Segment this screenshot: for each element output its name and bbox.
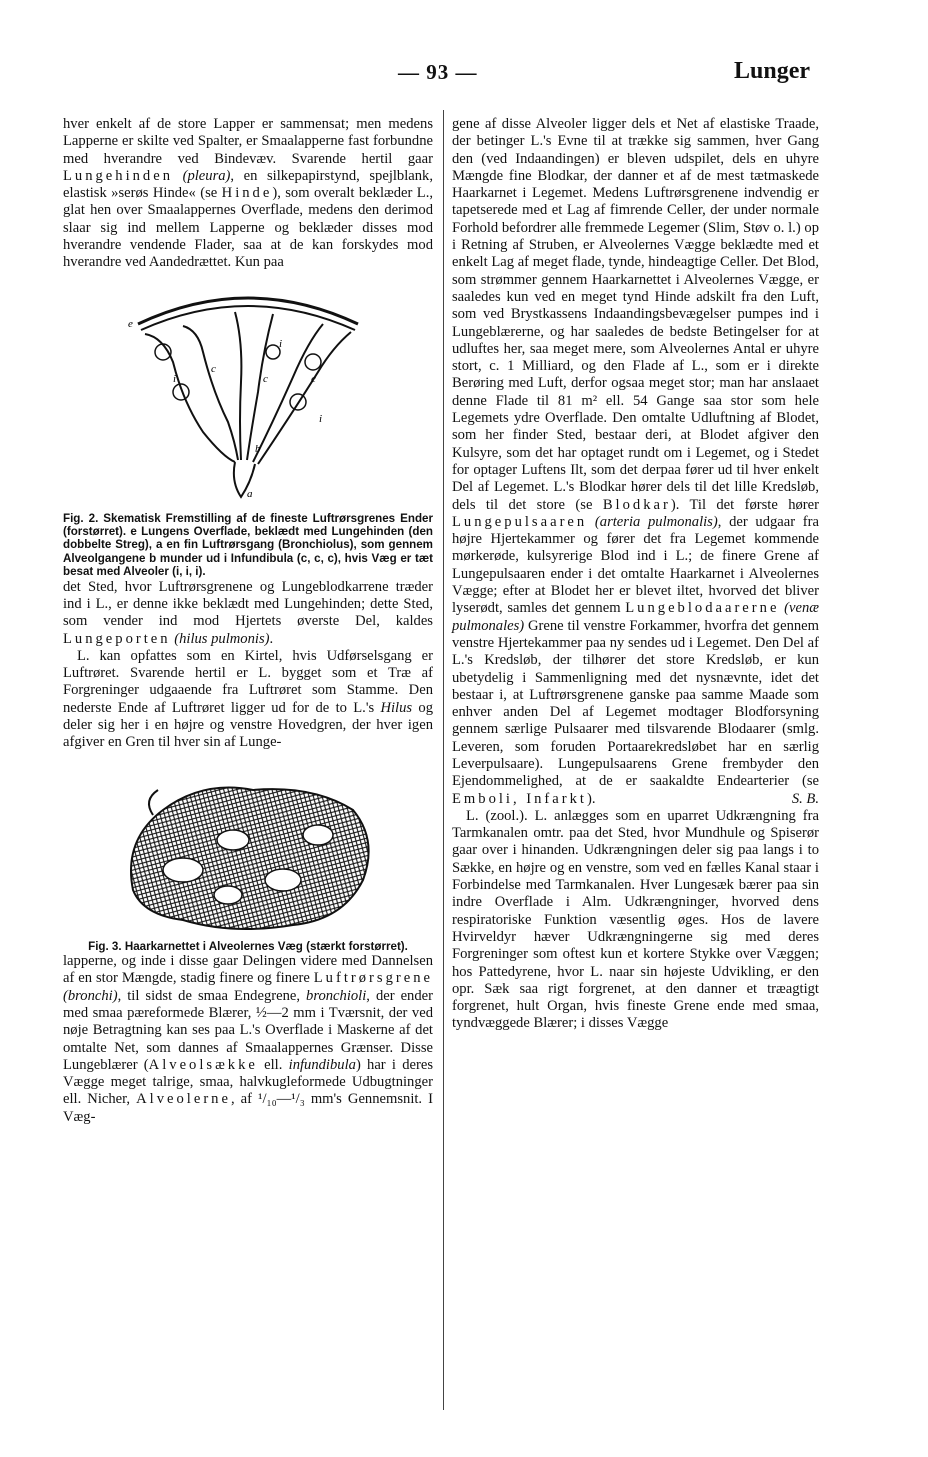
- fig2-label-b: b: [255, 442, 261, 455]
- term: Lungehinden: [63, 167, 174, 184]
- fig2-label-i: i: [319, 412, 323, 425]
- page-number: — 93 —: [398, 60, 478, 84]
- paragraph: hver enkelt af de store Lapper er sammensat; men medens Lapperne er skilte ved Spalter, er Smaalapperne fast forbundne med hverandre ved Bindevæv. Svarende hertil gaar Lungehinden (pleura), en silkepapirstynd, spejlblank, elastisk »serøs Hinde« (se Hinde), som overalt beklæder L., glat hen over Smaalappernes Overflade, medens den derimod slaar sig ind mellem Lapperne og beklæder disses mod hverandre vendende Flader, saa at de kan forskydes mod hverandre ved Aandedrættet. Kun paa: [63, 116, 433, 271]
- cross-reference: Hinde: [221, 185, 273, 202]
- running-head: Lunger: [733, 58, 810, 84]
- right-column: [452, 116, 819, 1033]
- fig2-label-c: c: [311, 372, 316, 385]
- fig2-label-e: e: [128, 317, 133, 330]
- author-signature: S. B.: [791, 790, 819, 807]
- column-divider: [443, 110, 444, 1410]
- paragraph: det Sted, hvor Luftrørsgrenene og Lungeblodkarrene træder ind i L., er denne ikke beklædt med Lungehinden; dette Sted, som vender ind mod Hjertets øverste Del, kaldes Lungeporten (hilus pulmonis).: [63, 578, 433, 647]
- paragraph: L. (zool.). L. anlægges som en uparret Udkrængning fra Tarmkanalen omtr. paa det Sted, hvor Mundhule og Spiserør gaar over i hinanden. Udkrængningen deler sig paa langs i to Sække, en højre og en venstre, som ved en fælles Kanal staar i Forbindelse med Tarmkanalen. Hver Lungesæk bærer paa sin indre Overflade i Alm. Udkrængninger, hvorved dens respiratoriske Funktion væsentlig øges. Hos de lavere Hvirveldyr hæver Udkrængningerne sig med deres Forgreninger som oftest kun et kortere Stykke over Væggen; hos Pattedyrene, hvor L. naar sin højeste Udvikling, er den opr. Sæk saa rigt forgrenet, at den danner et træagtigt forgrenet, hult Organ, hvis fineste Grene ende med smaa, tyndvæggede Blærer; i disses Vægge: [452, 807, 819, 1032]
- term: Lungepulsaaren: [452, 513, 588, 530]
- fig2-label-i: i: [173, 372, 177, 385]
- figure-3-capillary-network: [113, 770, 383, 940]
- page-header: [0, 0, 928, 100]
- left-column: [63, 116, 433, 1126]
- cross-reference: Emboli, Infarkt: [452, 790, 587, 807]
- term: Lungeporten: [63, 630, 171, 647]
- fig2-label-a: a: [247, 487, 253, 500]
- term: Alveolerne: [136, 1091, 231, 1108]
- figure-2-caption: Fig. 2. Skematisk Fremstilling af de fineste Luftrørsgrenes Ender (forstørret). e Lungens Overflade, beklædt med Lungehinden (den dobbelte Streg), a en fin Luftrørsgang (Bronchiolus), som gennem Alveolgangene b munder ud i Infundibula (c, c, c), hvis Væg er tæt besat med Alveoler (i, i, i).: [63, 511, 433, 579]
- term: Luftrørsgrene: [313, 970, 433, 987]
- fig2-label-c: c: [211, 362, 216, 375]
- fig2-label-i: i: [279, 337, 283, 350]
- paragraph: L. kan opfattes som en Kirtel, hvis Udførselsgang er Luftrøret. Svarende hertil er L. bygget som et Træ af Forgreninger udgaaende fra Luftrøret som Stamme. Den nederste Ende af Luftrøret ligger ud for de to L.'s Hilus og deler sig her i en højre og venstre Hovedgren, der hver igen afgiver en Gren til hver sin af Lunge-: [63, 647, 433, 751]
- fig2-label-c: c: [263, 372, 268, 385]
- figure-3-caption: Fig. 3. Haarkarnettet i Alveolernes Væg (stærkt forstørret).: [88, 939, 408, 953]
- term: Lungeblodaarerne: [625, 600, 780, 617]
- term: Alveolsække: [148, 1056, 258, 1073]
- paragraph: gene af disse Alveoler ligger dels et Net af elastiske Traade, der betinger L.'s Evne til at trække sig sammen, hver Gang den (ved Indaandingen) er bleven udspilet, dels en uhyre Mængde fine Blodkar, der danner et af de mest tætmaskede Haarkarnet i Legemet. Medens Luftrørsgrenene indvendig er tapetserede med et Lag af fimrende Celler, der under normale Forhold befordrer alle fremmede Legemer (Slim, Støv o. l.) op i Retning af Struben, er Alveolernes Vægge beklædte med et enkelt Lag af meget flade, tynde, hindeagtige Celler. Det Blod, som strømmer gennem Haarkarnettet i Alveolernes Vægge, er saaledes kun ved en meget tynd Hinde adskilt fra den Luft, som ved Brystkassens Indaandingsbevægelser pumpes ind i Lungeblærerne, og har saaledes de bedste Betingelser for at udluftes her, saa meget mere, som Alveolernes Antal er uhyre stort, c. 1 Milliard, og den Flade af L., som er i direkte Berøring med Luft, derfor ogsaa meget stor; man har anslaaet denne Flade til 81 m² ell. 54 Gange saa stor som hele Legemets ydre Overflade. Den omtalte Udluftning af Blodet, som her finder Sted, bestaar deri, at Blodet afgiver den Kulsyre, som det har optaget rundt om i Legemet, og i Stedet for optager Luftens Ilt, som det derpaa fører ud til hver enkelt Del af Legemet. L.'s Blodkar hører dels til det lille Kredsløb, dels til det store (se Blodkar). Til det første hører Lungepulsaaren (arteria pulmonalis), der udgaar fra højre Hjertekammer og fører det fra Legemet kommende mørkerøde, kulsyrerige Blod ind i L.; de finere Grene af Lungepulsaaren ender i det omtalte Haarkarnet i Alveolernes Vægge; efter at Blodet her er blevet iltet, hvorved det bliver lyserødt, samles det gennem Lungeblodaarerne (venæ pulmonales) Grene til venstre Forkammer, hvorfra det gennem venstre Hjertekammer paa ny sendes ud i Legemet. Den Del af L.'s Kredsløb, der tilhører det store Kredsløb, er kun ubetydelig i Sammenligning med det nysnævnte, idet det bestaar i, at Luftrørsgrenene ganske paa samme Maade som enhver anden Del af Legemet modtager Blodforsyning gennem særlige Pulsaarer med tilsvarende Blodaarer (smlg. Leveren, som foruden Portaarekredsløbet har en særlig Leverpulsaare). Lungepulsaarens Grene frembyder den Ejendommelighed, at de er saakaldte Endearterier (se Emboli, Infarkt). S. B.: [452, 116, 820, 807]
- cross-reference: Blodkar: [602, 496, 671, 513]
- paragraph: lapperne, og inde i disse gaar Delingen videre med Dannelsen af en stor Mængde, stadig finere og finere Luftrørsgrene (bronchi), til sidst de smaa Endegrene, bronchioli, der ender med smaa pæreformede Blærer, ½—2 mm i Tværsnit, der ved nøje Betragtning kan ses paa L.'s Overflade i Maskerne af det omtalte Net, som dannes af Smaalappernes Grænser. Disse Lungeblærer (Alveolsække ell. infundibula) har i deres Vægge meget talrige, smaa, halvkugleformede Udbugtninger ell. Nicher, Alveolerne, af ¹/₁₀—¹/₃ mm's Gennemsnit. I Væg-: [63, 953, 433, 1125]
- figure-2-lung-diagram: [123, 282, 373, 512]
